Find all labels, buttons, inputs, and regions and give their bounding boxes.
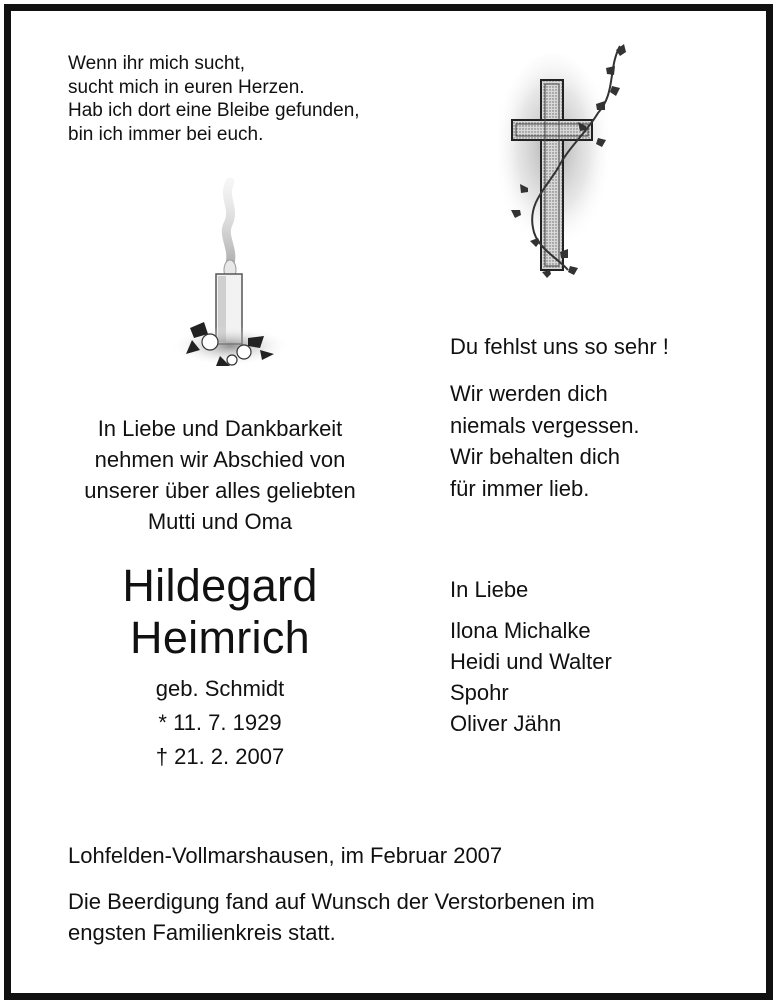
in-love-label: In Liebe <box>450 577 529 602</box>
poem-line: Hab ich dort eine Bleibe gefunden, <box>68 100 360 121</box>
farewell-intro <box>40 413 400 537</box>
verse-line: niemals vergessen. <box>450 412 640 438</box>
deceased-name <box>40 560 400 664</box>
mourner: Ilona Michalke <box>450 618 591 643</box>
verse-line: für immer lieb. <box>450 475 590 501</box>
intro-line: Mutti und Oma <box>147 509 293 534</box>
mourner: Oliver Jähn <box>450 711 562 736</box>
burial-line: Die Beerdigung fand auf Wunsch der Verstorbenen im <box>68 889 595 914</box>
birth-date: * 11. 7. 1929 <box>158 710 282 735</box>
poem-line: Wenn ihr mich sucht, <box>68 53 246 74</box>
verse-line: Wir behalten dich <box>450 444 620 469</box>
candle-with-flowers-icon <box>170 178 290 378</box>
mourner: Spohr <box>450 680 509 705</box>
verse <box>450 378 640 504</box>
maiden-name: geb. Schmidt <box>155 676 285 701</box>
cross-with-ivy-icon <box>498 38 638 278</box>
intro-line: unserer über alles geliebten <box>84 478 356 503</box>
mourner: Heidi und Walter <box>450 649 612 674</box>
verse-line: Wir werden dich <box>450 381 608 406</box>
life-dates <box>40 672 400 774</box>
mourners-list <box>450 615 612 739</box>
first-name: Hildegard <box>122 560 318 611</box>
burial-line: engsten Familienkreis statt. <box>68 920 336 945</box>
place-date: Lohfelden-Vollmarshausen, im Februar 2007 <box>68 843 503 868</box>
poem-line: sucht mich in euren Herzen. <box>68 76 305 98</box>
intro-line: nehmen wir Abschied von <box>94 447 346 472</box>
miss-line: Du fehlst uns so sehr ! <box>450 334 669 359</box>
burial-note <box>68 886 748 948</box>
last-name: Heimrich <box>130 612 310 663</box>
intro-line: In Liebe und Dankbarkeit <box>97 416 343 441</box>
death-date: † 21. 2. 2007 <box>155 744 285 769</box>
poem-line: bin ich immer bei euch. <box>68 123 264 145</box>
poem <box>68 52 360 146</box>
